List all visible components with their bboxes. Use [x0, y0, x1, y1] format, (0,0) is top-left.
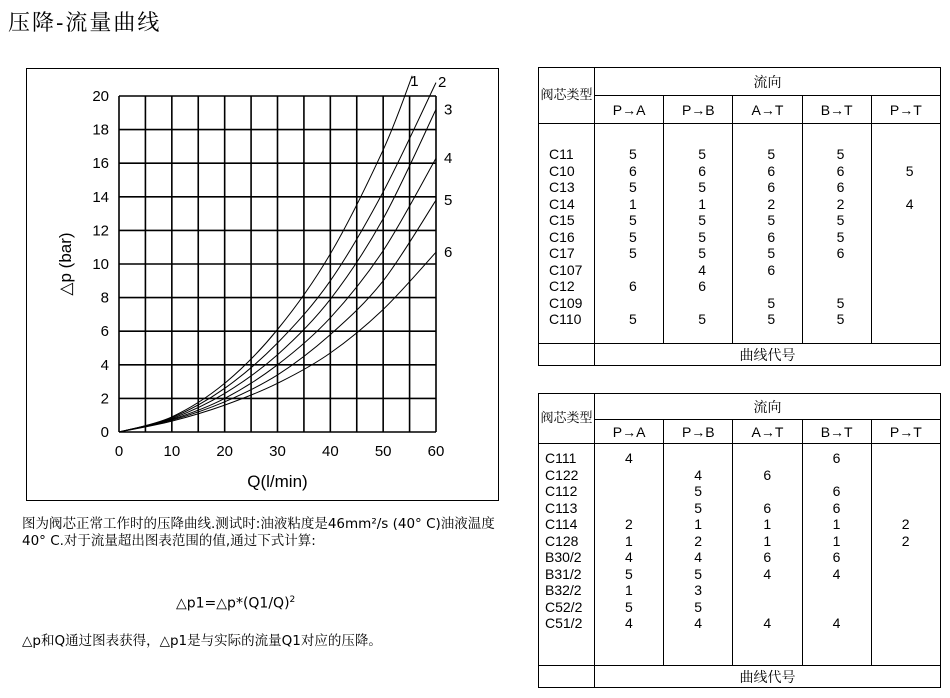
valve-code: C109 — [549, 294, 583, 311]
y-tick-label: 16 — [92, 155, 109, 173]
curve-code-cell: 2 — [901, 532, 910, 549]
curve-label-5: 5 — [444, 192, 453, 210]
valve-code: B32/2 — [545, 582, 582, 598]
formula-exponent: 2 — [289, 595, 296, 605]
curve-code-cell: 2 — [767, 195, 776, 212]
curve-code-cell: 5 — [698, 311, 706, 327]
formula-note: △p和Q通过图表获得，△p1是与实际的流量Q1对应的压降。 — [22, 633, 382, 649]
curve-code-cell: 5 — [767, 311, 776, 327]
curve-code-cell — [872, 582, 940, 599]
pressure-flow-chart — [27, 69, 500, 502]
curve-code-cell: 1 — [832, 516, 841, 532]
curve-column-b-t — [802, 124, 871, 344]
valve-code: C13 — [549, 179, 575, 195]
curve-code-cell: 5 — [698, 212, 706, 228]
curve-code-cell: 5 — [767, 294, 776, 311]
curve-code-cell: 2 — [625, 516, 633, 532]
curve-code-cell — [872, 146, 940, 163]
x-tick-label: 60 — [427, 443, 445, 460]
curve-code-cell — [803, 278, 871, 295]
curve-code-cell — [872, 212, 940, 229]
y-tick-label: 2 — [100, 390, 109, 408]
curve-code-cell: 5 — [836, 311, 845, 327]
curve-code-cell: 5 — [629, 228, 637, 245]
test-conditions-note: 图为阀芯正常工作时的压降曲线.测试时:油液粘度是46mm²/s (40° C)油液温度40° C.对于流量超出图表范围的值,通过下式计算: — [22, 516, 495, 549]
valve-code: C113 — [545, 499, 578, 516]
y-tick-label: 14 — [92, 188, 109, 206]
curve-code-cell: 6 — [698, 162, 706, 179]
curve-code-cell: 5 — [694, 483, 702, 499]
curve-column-p-a — [595, 444, 664, 666]
x-axis-label: Q(l/min) — [247, 472, 308, 491]
curve-code-cell — [595, 467, 663, 484]
y-tick-label: 18 — [92, 121, 109, 139]
curve-code-cell: 2 — [836, 195, 845, 212]
valve-code: C122 — [545, 466, 579, 483]
formula-text: △p1=△p*(Q1/Q) — [176, 595, 290, 612]
curve-code-cell: 5 — [836, 146, 845, 162]
curve-code-cell — [595, 500, 663, 517]
curve-code-cell — [872, 467, 940, 484]
curve-code-cell: 1 — [625, 532, 633, 549]
curve-label-2: 2 — [438, 74, 447, 91]
curve-code-cell — [872, 450, 940, 467]
table-body-row — [539, 444, 941, 666]
curve-code-cell: 5 — [625, 565, 633, 582]
curve-code-table-1 — [538, 67, 941, 366]
curve-label-3: 3 — [444, 101, 453, 119]
valve-code: C10 — [549, 162, 575, 179]
x-tick-label: 30 — [269, 443, 286, 460]
curve-code-cell — [872, 615, 940, 632]
curve-code-cell: 5 — [698, 228, 706, 245]
curve-label-1: 1 — [410, 73, 419, 90]
y-axis-label: △p (bar) — [56, 232, 75, 296]
curve-code-cell — [803, 467, 871, 484]
formula — [176, 592, 295, 613]
curve-code-footer: 曲线代号 — [595, 666, 941, 688]
curve-column-a-t — [733, 124, 802, 344]
curve-label-4: 4 — [444, 150, 453, 168]
curve-code-table-2 — [538, 393, 941, 688]
curve-code-cell — [595, 483, 663, 500]
curve-code-cell — [872, 262, 940, 279]
curve-code-cell — [733, 599, 801, 616]
curve-code-cell — [664, 450, 732, 467]
direction-p-a: P→A — [595, 96, 664, 124]
valve-code: B30/2 — [545, 549, 582, 565]
direction-b-t: B→T — [802, 96, 871, 124]
curve-code-cell — [803, 262, 871, 279]
valve-code: C110 — [549, 311, 582, 327]
curve-code-cell: 5 — [629, 311, 637, 327]
curve-code-cell — [733, 450, 801, 467]
x-tick-label: 10 — [163, 443, 181, 460]
curve-code-cell: 1 — [698, 195, 706, 212]
curve-code-cell — [872, 229, 940, 246]
curve-code-cell: 4 — [763, 615, 772, 631]
curve-code-cell — [872, 311, 940, 328]
y-tick-label: 12 — [92, 222, 109, 240]
curve-code-cell: 6 — [836, 162, 845, 179]
curve-code-cell: 5 — [629, 212, 637, 228]
curve-code-cell: 5 — [905, 162, 914, 179]
curve-code-cell: 1 — [625, 582, 633, 598]
valve-code: C128 — [545, 532, 579, 549]
curve-code-cell: 6 — [763, 466, 772, 483]
curve-code-cell — [872, 245, 940, 262]
curve-code-cell: 5 — [629, 179, 637, 195]
curve-code-cell — [872, 179, 940, 196]
curve-code-cell: 5 — [698, 179, 706, 195]
direction-p-t: P→T — [871, 96, 940, 124]
curve-code-cell: 5 — [698, 245, 706, 261]
valve-code: C16 — [549, 228, 575, 245]
curve-code-cell: 6 — [832, 483, 841, 499]
valve-code: C114 — [545, 516, 578, 532]
valve-code: C12 — [549, 278, 575, 294]
valve-code: C107 — [549, 261, 583, 278]
curve-code-cell: 4 — [625, 615, 633, 631]
curve-code-cell: 2 — [901, 516, 910, 532]
curve-code-cell: 5 — [629, 146, 637, 162]
curve-code-cell: 5 — [836, 212, 845, 228]
direction-b-t: B→T — [802, 420, 871, 444]
curve-column-p-b — [664, 124, 733, 344]
curve-code-cell: 5 — [694, 565, 702, 582]
valve-code: C51/2 — [545, 615, 583, 631]
curve-code-cell — [872, 278, 940, 295]
valve-code: B31/2 — [545, 565, 582, 582]
curve-code-cell: 4 — [905, 195, 914, 212]
curve-code-cell: 6 — [767, 162, 776, 179]
curve-code-cell: 6 — [763, 499, 772, 516]
curve-code-cell: 5 — [767, 212, 776, 228]
curve-code-cell: 2 — [694, 532, 702, 549]
curve-code-cell: 6 — [629, 278, 637, 294]
curve-code-cell: 6 — [698, 278, 706, 294]
curve-code-cell: 5 — [694, 499, 702, 516]
direction-row — [539, 420, 941, 444]
valve-code: C11 — [549, 146, 574, 162]
curve-code-cell: 6 — [836, 179, 845, 195]
curve-code-cell: 4 — [694, 466, 702, 483]
curve-column-p-t — [871, 444, 940, 666]
curve-code-cell: 5 — [767, 146, 776, 162]
valve-type-header: 阀芯类型 — [539, 394, 595, 444]
y-tick-label: 20 — [92, 88, 109, 105]
curve-code-cell: 5 — [767, 245, 776, 261]
curve-code-cell — [595, 295, 663, 312]
curve-code-cell: 6 — [832, 499, 841, 516]
curve-code-cell: 5 — [694, 598, 702, 615]
curve-code-cell: 6 — [767, 261, 776, 278]
valve-code: C15 — [549, 212, 575, 228]
curve-code-cell — [872, 483, 940, 500]
curve-code-cell: 4 — [832, 615, 841, 631]
flow-direction-header: 流向 — [595, 394, 941, 420]
curve-code-cell — [803, 599, 871, 616]
curve-code-cell — [872, 566, 940, 583]
curve-code-cell — [595, 262, 663, 279]
curve-code-cell — [664, 295, 732, 312]
curve-column-p-a — [595, 124, 664, 344]
curve-code-cell: 1 — [763, 516, 772, 532]
curve-code-cell — [872, 500, 940, 517]
curve-code-cell: 6 — [629, 162, 637, 179]
x-tick-label: 0 — [114, 443, 124, 460]
x-tick-label: 40 — [321, 443, 339, 460]
curve-code-cell: 5 — [629, 245, 637, 261]
valve-code-column — [539, 444, 595, 666]
y-tick-label: 0 — [100, 424, 109, 441]
curve-column-p-t — [871, 124, 940, 344]
curve-code-cell — [803, 582, 871, 599]
valve-code-column — [539, 124, 595, 344]
valve-code: C17 — [549, 245, 575, 261]
direction-p-b: P→B — [664, 420, 733, 444]
y-tick-label: 6 — [100, 323, 109, 341]
valve-code: C112 — [545, 483, 578, 499]
curve-column-a-t — [733, 444, 802, 666]
page-title: 压降-流量曲线 — [8, 11, 162, 36]
curve-code-cell: 1 — [694, 516, 702, 532]
direction-a-t: A→T — [733, 96, 802, 124]
curve-column-b-t — [802, 444, 871, 666]
curve-code-cell: 6 — [836, 245, 845, 261]
curve-code-cell — [872, 295, 940, 312]
y-tick-label: 8 — [100, 289, 109, 307]
curve-code-cell: 4 — [625, 549, 633, 565]
curve-code-cell: 4 — [694, 615, 702, 631]
valve-code: C111 — [545, 450, 577, 466]
curve-code-cell: 5 — [625, 598, 633, 615]
curve-code-cell: 5 — [698, 146, 706, 162]
curve-code-cell: 6 — [767, 228, 776, 245]
curve-code-cell: 4 — [625, 450, 633, 466]
curve-code-cell — [872, 549, 940, 566]
curve-code-cell: 6 — [832, 549, 841, 565]
curve-code-cell: 4 — [763, 565, 772, 582]
curve-code-cell — [872, 599, 940, 616]
direction-row — [539, 96, 941, 124]
curve-code-footer: 曲线代号 — [595, 344, 941, 366]
curve-code-cell: 3 — [694, 582, 702, 598]
y-tick-label: 10 — [92, 256, 109, 273]
curve-code-cell: 1 — [763, 532, 772, 549]
curve-code-cell — [733, 278, 801, 295]
chart-frame — [26, 68, 499, 501]
direction-p-t: P→T — [871, 420, 940, 444]
x-tick-label: 50 — [374, 443, 392, 460]
valve-code: C14 — [549, 195, 575, 212]
direction-p-b: P→B — [664, 96, 733, 124]
curve-code-cell: 5 — [836, 294, 845, 311]
table-body-row — [539, 124, 941, 344]
curve-code-cell: 6 — [763, 549, 772, 565]
curve-code-cell — [733, 483, 801, 500]
curve-code-cell: 4 — [832, 565, 841, 582]
flow-direction-header: 流向 — [595, 68, 941, 96]
curve-code-cell: 6 — [832, 450, 841, 466]
x-tick-label: 20 — [216, 443, 234, 460]
curve-code-cell: 6 — [767, 179, 776, 195]
valve-code: C52/2 — [545, 598, 583, 615]
curve-column-p-b — [664, 444, 733, 666]
valve-type-header: 阀芯类型 — [539, 68, 595, 124]
curve-code-cell: 4 — [694, 549, 702, 565]
curve-code-cell — [733, 582, 801, 599]
direction-a-t: A→T — [733, 420, 802, 444]
curve-code-cell: 4 — [698, 261, 706, 278]
curve-code-cell: 1 — [832, 532, 841, 549]
curve-label-6: 6 — [444, 244, 453, 262]
y-tick-label: 4 — [100, 356, 109, 374]
curve-code-cell: 1 — [629, 195, 637, 212]
curve-code-cell: 5 — [836, 228, 845, 245]
direction-p-a: P→A — [595, 420, 664, 444]
